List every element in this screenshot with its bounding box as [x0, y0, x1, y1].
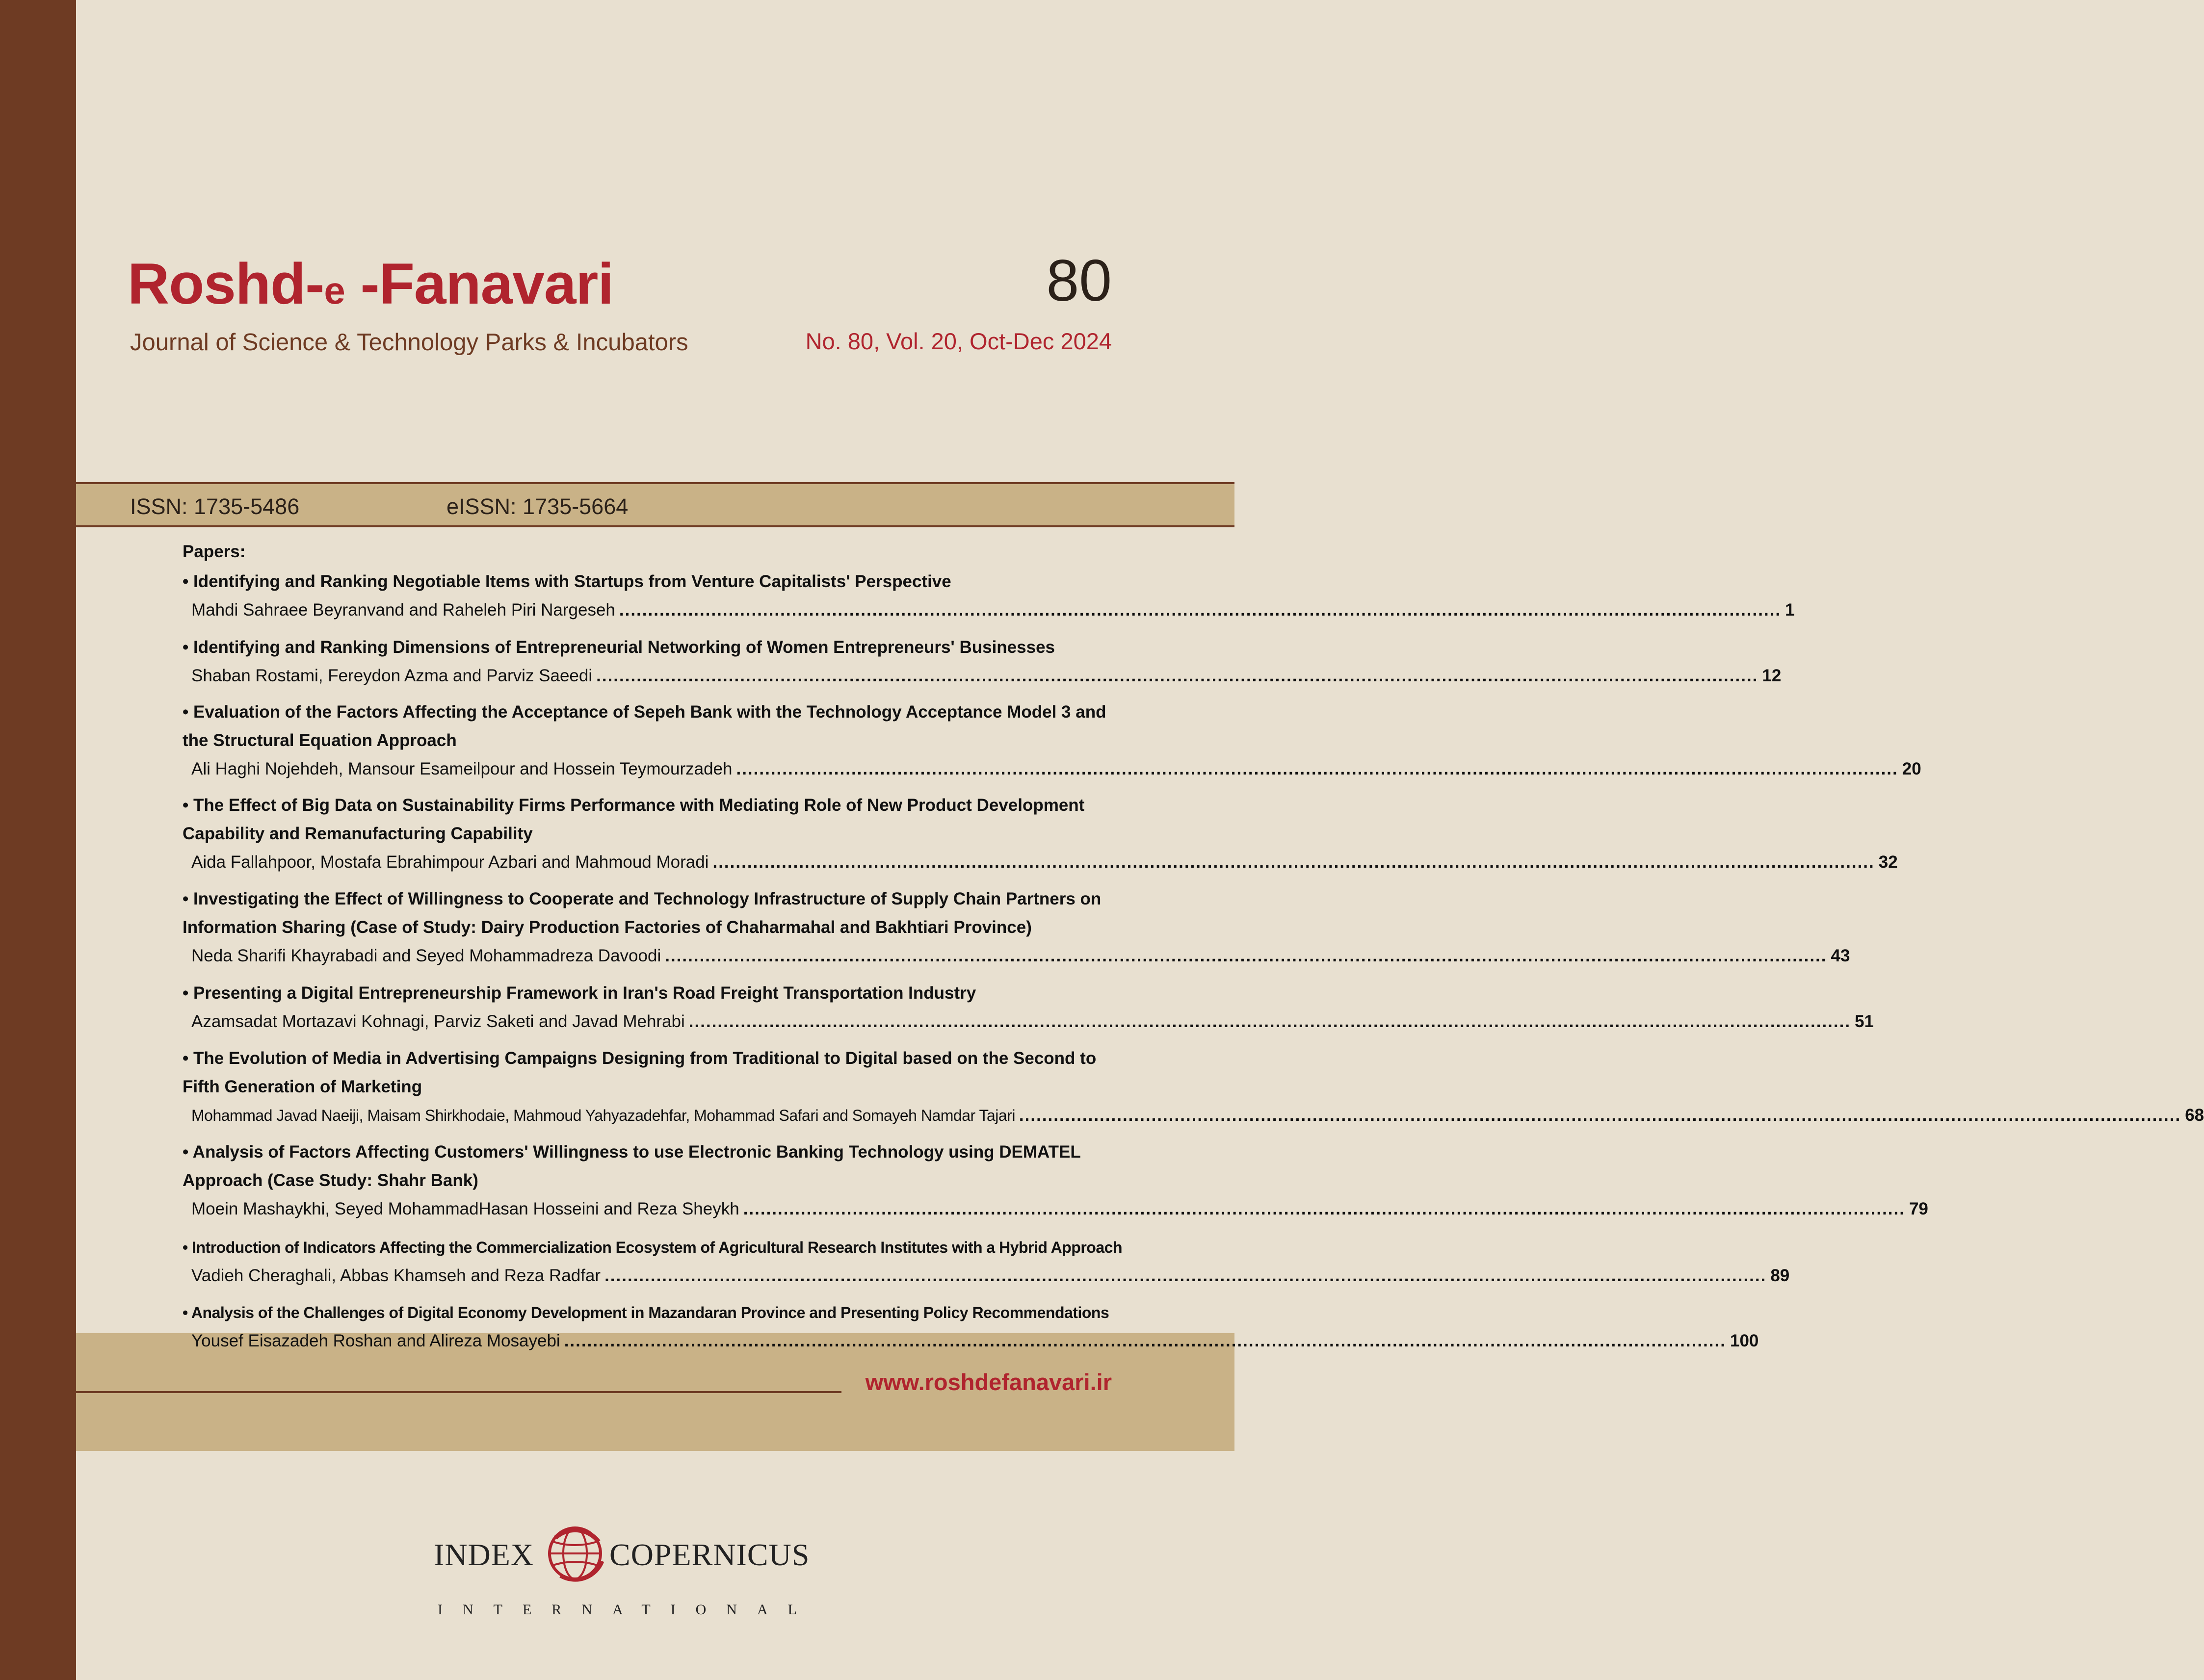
- issue-info: No. 80, Vol. 20, Oct-Dec 2024: [805, 328, 1112, 354]
- paper-authors: Neda Sharifi Khayrabadi and Seyed Mohammadreza Davoodi: [191, 946, 661, 965]
- paper-title: • The Evolution of Media in Advertising Campaigns Designing from Traditional to Digital based on the Second to Fifth Generation of Marketing: [183, 1049, 1097, 1096]
- logo-word-international: INTERNATIONAL: [438, 1602, 817, 1618]
- leader-dots: ..........................................................................................................................................................................................................: [604, 1266, 1767, 1285]
- paper-title: • Introduction of Indicators Affecting the Commercialization Ecosystem of Agricultural Research Institutes with a Hybrid Approach: [183, 1239, 1122, 1256]
- paper-authors: Ali Haghi Nojehdeh, Mansour Esameilpour and Hossein Teymourzadeh: [191, 759, 733, 778]
- journal-subtitle: Journal of Science & Technology Parks & Incubators: [130, 329, 688, 356]
- paper-title: • Presenting a Digital Entrepreneurship Framework in Iran's Road Freight Transportation Industry: [183, 983, 976, 1003]
- paper-entry: [183, 698, 1921, 783]
- leader-dots: ..........................................................................................................................................................................................................: [688, 1012, 1851, 1031]
- paper-page: 20: [1902, 759, 1921, 778]
- leader-dots: ..........................................................................................................................................................................................................: [665, 946, 1827, 965]
- paper-page: 32: [1878, 853, 1898, 872]
- paper-authors: Aida Fallahpoor, Mostafa Ebrahimpour Azbari and Mahmoud Moradi: [191, 853, 709, 872]
- paper-authors-line: [183, 1195, 1928, 1223]
- paper-title: • Analysis of the Challenges of Digital Economy Development in Mazandaran Province and Presenting Policy Recommendations: [183, 1304, 1109, 1321]
- paper-page: 79: [1909, 1199, 1928, 1218]
- paper-authors-line: [183, 942, 1850, 970]
- paper-authors: Moein Mashaykhi, Seyed MohammadHasan Hosseini and Reza Sheykh: [191, 1199, 739, 1218]
- paper-authors-line: [183, 1327, 1759, 1355]
- paper-authors-line: [183, 1262, 1790, 1290]
- paper-page: 12: [1762, 666, 1782, 685]
- issn-band: [76, 482, 1234, 527]
- issn-print: ISSN: 1735-5486: [130, 494, 300, 519]
- leader-dots: ..........................................................................................................................................................................................................: [736, 759, 1898, 778]
- leader-dots: ..........................................................................................................................................................................................................: [564, 1331, 1726, 1350]
- title-part-3: -Fanavari: [344, 252, 614, 316]
- contents-heading: Papers:: [183, 542, 246, 561]
- paper-authors: Mohammad Javad Naeiji, Maisam Shirkhodaie, Mahmoud Yahyazadehfar, Mohammad Safari and Somayeh Namdar Tajari: [191, 1107, 1015, 1124]
- paper-title: • Analysis of Factors Affecting Customers' Willingness to use Electronic Banking Technology using DEMATEL Approach (Case Study: Shahr Bank): [183, 1142, 1081, 1190]
- logo-word-index: INDEX: [434, 1537, 534, 1572]
- leader-dots: ..........................................................................................................................................................................................................: [712, 853, 1875, 872]
- paper-page: 100: [1730, 1331, 1759, 1350]
- paper-authors-line: [183, 1008, 1874, 1036]
- paper-authors-line: [183, 662, 1782, 690]
- paper-entry: [183, 979, 1874, 1036]
- logo-word-copernicus: COPERNICUS: [609, 1537, 810, 1572]
- paper-authors-line: [183, 1101, 2204, 1130]
- issue-number: 80: [1046, 248, 1112, 313]
- title-part-2: e: [324, 269, 345, 312]
- leader-dots: ..........................................................................................................................................................................................................: [1019, 1106, 2181, 1125]
- website-link[interactable]: www.roshdefanavari.ir: [865, 1369, 1112, 1395]
- paper-title: • Identifying and Ranking Negotiable Items with Startups from Venture Capitalists' Perspective: [183, 572, 951, 591]
- leader-dots: ..........................................................................................................................................................................................................: [596, 666, 1758, 685]
- paper-authors: Shaban Rostami, Fereydon Azma and Parviz Saeedi: [191, 666, 593, 685]
- globe-icon: [541, 1518, 609, 1587]
- paper-page: 1: [1785, 600, 1795, 620]
- paper-entry: [183, 1233, 1790, 1290]
- paper-entry: [183, 1138, 1928, 1223]
- paper-page: 43: [1831, 946, 1850, 965]
- paper-authors: Yousef Eisazadeh Roshan and Alireza Mosayebi: [191, 1331, 560, 1350]
- title-part-1: Roshd-: [128, 252, 324, 316]
- paper-page: 68: [2185, 1106, 2204, 1125]
- paper-entry: [183, 885, 1850, 970]
- journal-title: [128, 252, 614, 316]
- cover-spine: [0, 0, 76, 1680]
- paper-entry: [183, 633, 1782, 690]
- paper-title: • Investigating the Effect of Willingness to Cooperate and Technology Infrastructure of Supply Chain Partners on Information Sharing (Case of Study: Dairy Production Factories of Chaharmahal and Bakhtiari Province): [183, 889, 1102, 937]
- paper-entry: [183, 1298, 1759, 1355]
- paper-authors-line: [183, 848, 1898, 877]
- leader-dots: ..........................................................................................................................................................................................................: [743, 1199, 1905, 1218]
- website-rule: [76, 1391, 841, 1393]
- paper-authors-line: [183, 755, 1921, 783]
- leader-dots: ..........................................................................................................................................................................................................: [619, 600, 1782, 620]
- paper-authors-line: [183, 596, 1795, 624]
- paper-authors: Azamsadat Mortazavi Kohnagi, Parviz Saketi and Javad Mehrabi: [191, 1012, 685, 1031]
- index-copernicus-logo: [434, 1518, 817, 1636]
- paper-page: 51: [1855, 1012, 1874, 1031]
- paper-entry: [183, 791, 1898, 877]
- paper-page: 89: [1770, 1266, 1790, 1285]
- issn-electronic: eISSN: 1735-5664: [446, 494, 629, 519]
- paper-authors: Vadieh Cheraghali, Abbas Khamseh and Reza Radfar: [191, 1266, 601, 1285]
- paper-authors: Mahdi Sahraee Beyranvand and Raheleh Piri Nargeseh: [191, 600, 615, 620]
- paper-title: • The Effect of Big Data on Sustainability Firms Performance with Mediating Role of New Product Development Capability and Remanufacturing Capability: [183, 796, 1085, 843]
- paper-entry: [183, 1044, 2204, 1130]
- paper-title: • Evaluation of the Factors Affecting the Acceptance of Sepeh Bank with the Technology Acceptance Model 3 and the Structural Equation Approach: [183, 702, 1106, 750]
- paper-entry: [183, 568, 1795, 624]
- paper-title: • Identifying and Ranking Dimensions of Entrepreneurial Networking of Women Entrepreneurs' Businesses: [183, 638, 1055, 657]
